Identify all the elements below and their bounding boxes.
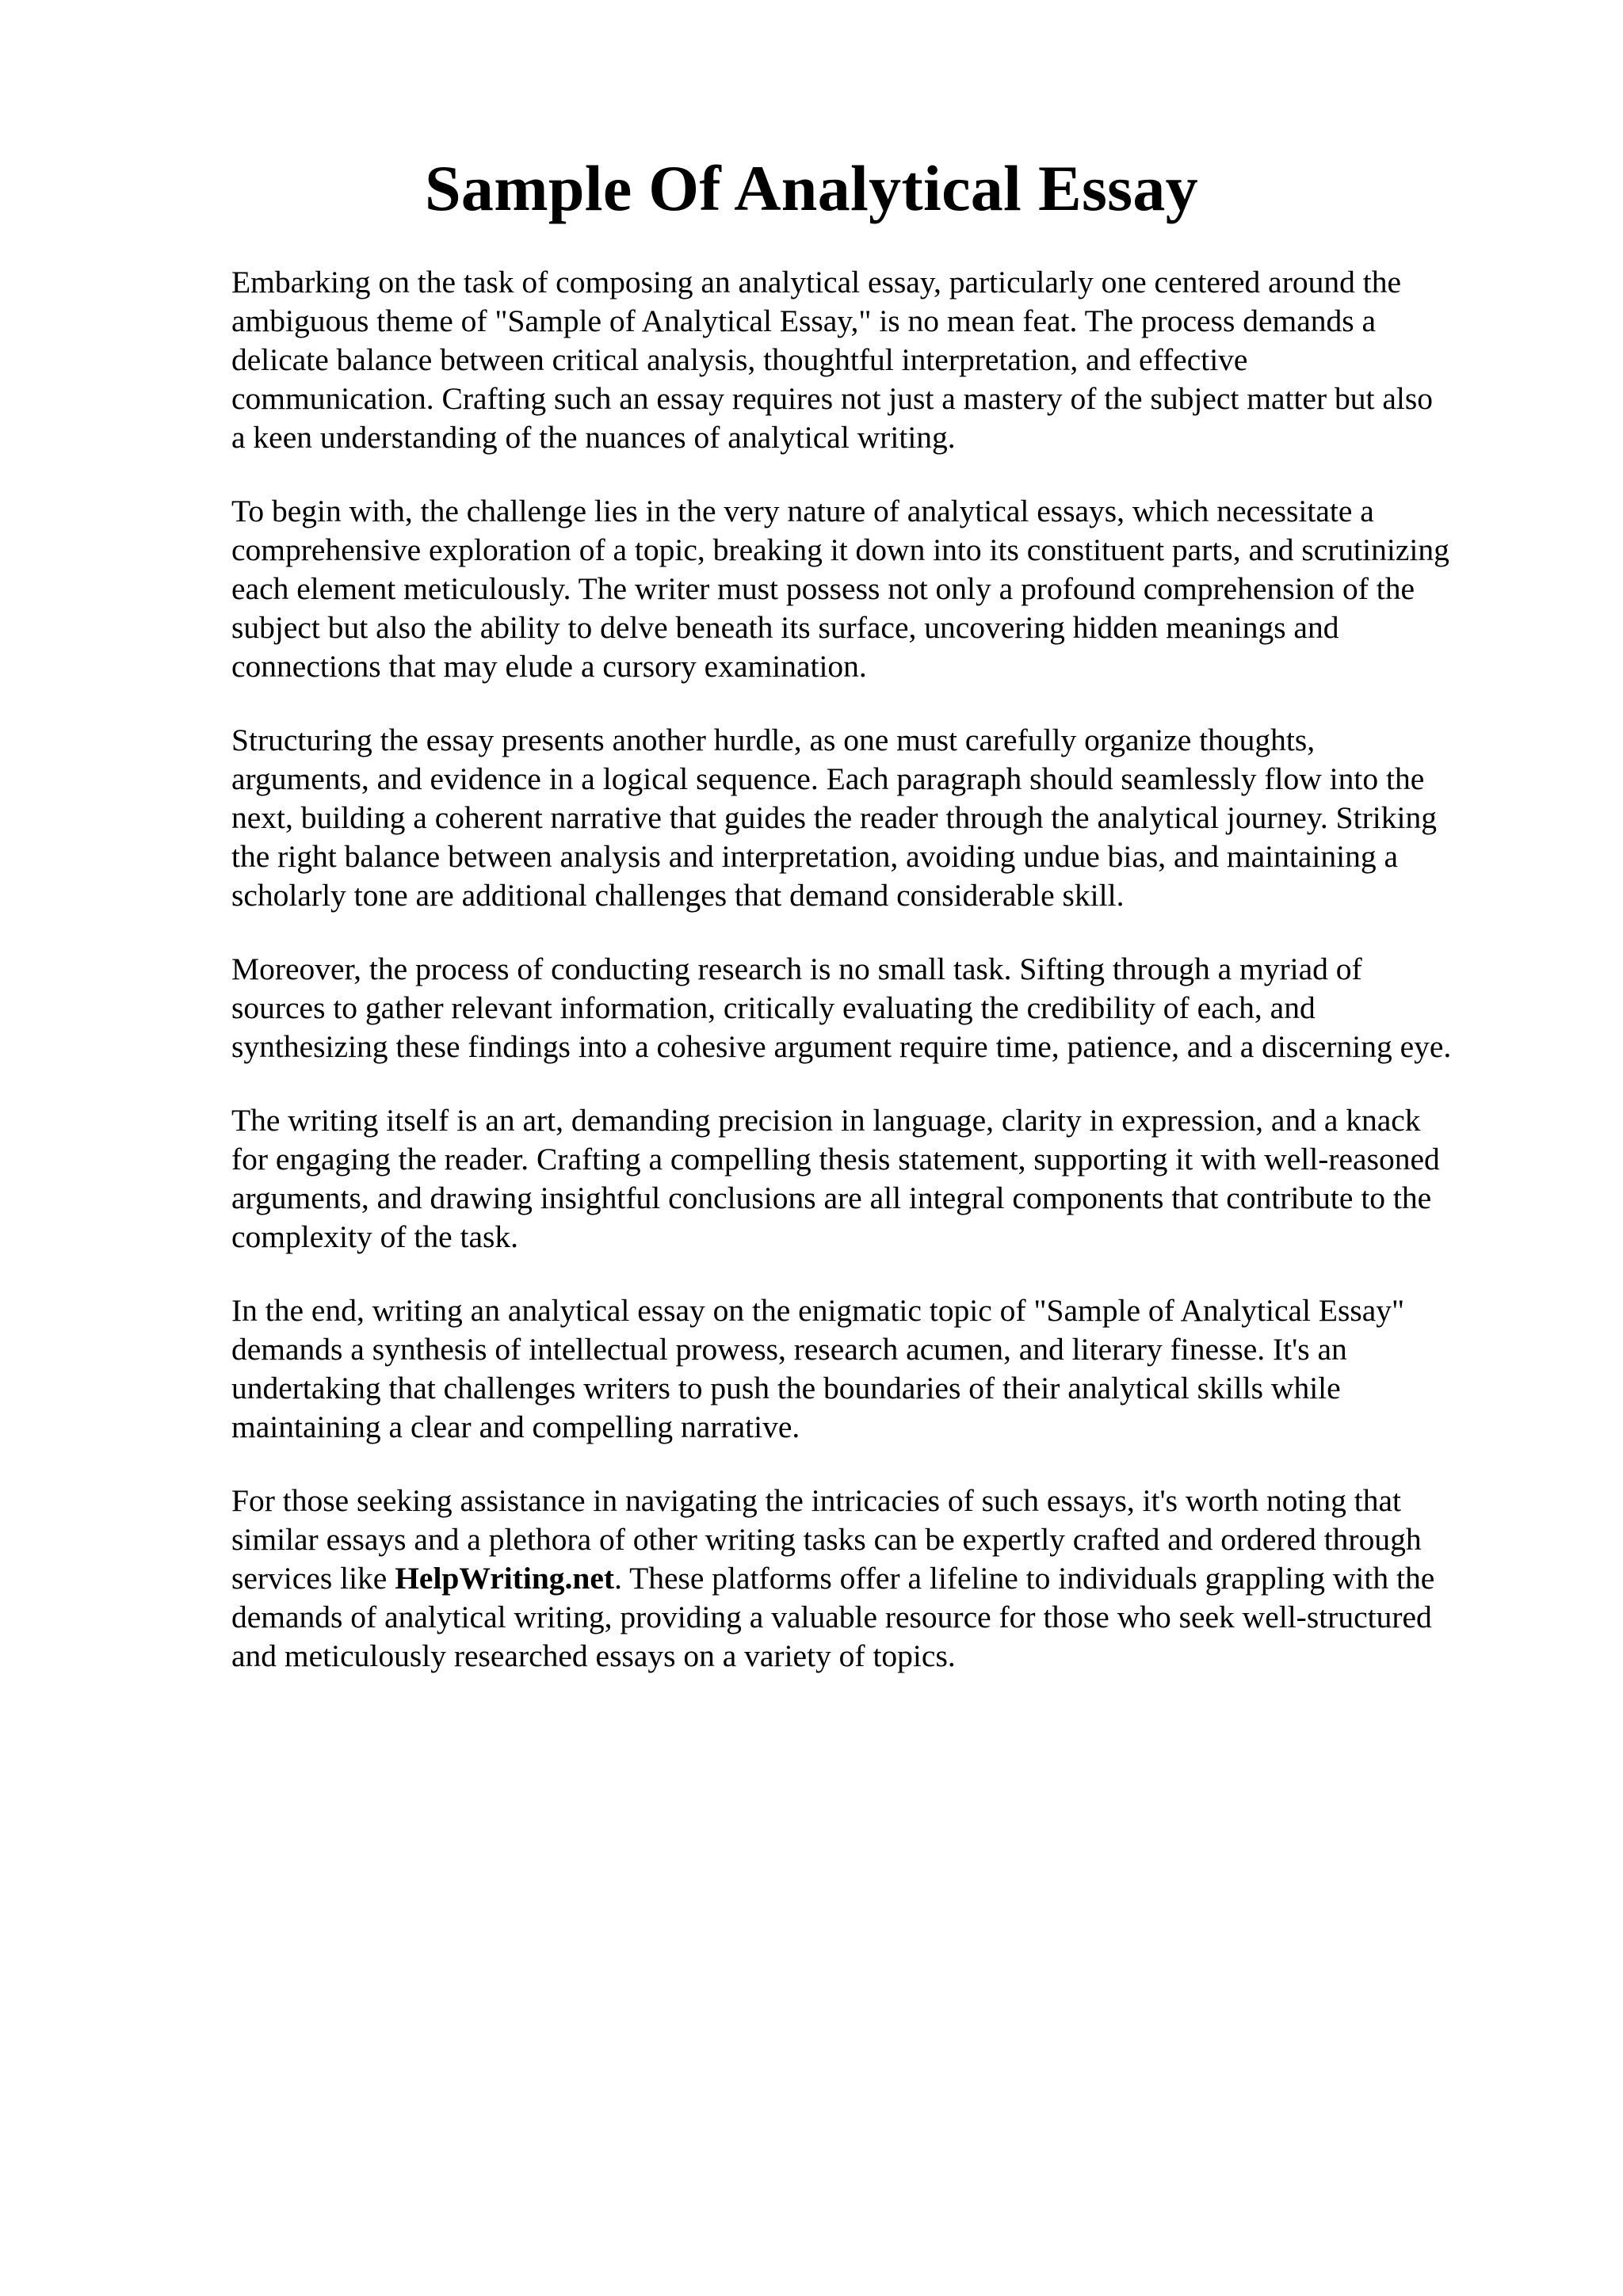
text-line: For those seeking assistance in navigating the intricacies of such essays, it's worth noting that	[231, 1483, 1402, 1518]
paragraph-3	[231, 721, 1507, 915]
text-line: and meticulously researched essays on a variety of topics.	[231, 1638, 956, 1673]
text-line: demands of analytical writing, providing a valuable resource for those who seek well-structured	[231, 1600, 1432, 1634]
text-line: To begin with, the challenge lies in the very nature of analytical essays, which necessitate a	[231, 494, 1374, 528]
text-line: a keen understanding of the nuances of analytical writing.	[231, 420, 956, 455]
page-title: Sample Of Analytical Essay	[425, 152, 1198, 224]
text-line: Moreover, the process of conducting research is no small task. Sifting through a myriad of	[231, 952, 1362, 986]
text-line: Embarking on the task of composing an analytical essay, particularly one centered around the	[231, 265, 1401, 299]
text-fragment: services like	[231, 1561, 395, 1596]
paragraph-5	[231, 1101, 1507, 1257]
text-line: undertaking that challenges writers to push the boundaries of their analytical skills while	[231, 1371, 1341, 1405]
text-line: complexity of the task.	[231, 1219, 518, 1254]
text-line: for engaging the reader. Crafting a compelling thesis statement, supporting it with well-reasoned	[231, 1142, 1440, 1177]
paragraph-2	[231, 492, 1507, 686]
text-line: subject but also the ability to delve beneath its surface, uncovering hidden meanings and	[231, 610, 1339, 645]
text-line: connections that may elude a cursory examination.	[231, 649, 867, 684]
paragraph-1	[231, 263, 1507, 457]
text-line: arguments, and drawing insightful conclusions are all integral components that contribute to the	[231, 1180, 1432, 1215]
text-fragment: . These platforms offer a lifeline to individuals grappling with the	[614, 1561, 1435, 1596]
text-line: demands a synthesis of intellectual prowess, research acumen, and literary finesse. It's an	[231, 1332, 1347, 1367]
text-line: communication. Crafting such an essay requires not just a mastery of the subject matter but also	[231, 381, 1433, 416]
text-line: scholarly tone are additional challenges that demand considerable skill.	[231, 878, 1125, 913]
text-line: In the end, writing an analytical essay on the enigmatic topic of "Sample of Analytical Essay"	[231, 1293, 1405, 1328]
text-line: the right balance between analysis and interpretation, avoiding undue bias, and maintaining a	[231, 839, 1399, 874]
text-line: ambiguous theme of "Sample of Analytical Essay," is no mean feat. The process demands a	[231, 303, 1377, 338]
essay-body	[231, 263, 1507, 1711]
text-line: similar essays and a plethora of other writing tasks can be expertly crafted and ordered through	[231, 1522, 1422, 1557]
paragraph-7	[231, 1482, 1507, 1676]
brand-link[interactable]: HelpWriting.net	[395, 1561, 615, 1596]
text-line: sources to gather relevant information, critically evaluating the credibility of each, and	[231, 990, 1316, 1025]
text-line: synthesizing these findings into a cohesive argument require time, patience, and a discerning eye.	[231, 1029, 1452, 1064]
text-line: Structuring the essay presents another hurdle, as one must carefully organize thoughts,	[231, 723, 1316, 757]
paragraph-6	[231, 1291, 1507, 1447]
text-line: delicate balance between critical analysis, thoughtful interpretation, and effective	[231, 342, 1248, 377]
text-line: The writing itself is an art, demanding precision in language, clarity in expression, and a knack	[231, 1103, 1421, 1138]
paragraph-4	[231, 950, 1507, 1066]
text-line: comprehensive exploration of a topic, breaking it down into its constituent parts, and scrutinizing	[231, 532, 1449, 567]
text-line: maintaining a clear and compelling narrative.	[231, 1409, 800, 1444]
text-line-with-brand	[231, 1559, 1507, 1598]
text-line: each element meticulously. The writer must possess not only a profound comprehension of the	[231, 571, 1415, 606]
text-line: next, building a coherent narrative that guides the reader through the analytical journey. Striking	[231, 800, 1437, 835]
text-line: arguments, and evidence in a logical sequence. Each paragraph should seamlessly flow into the	[231, 761, 1425, 796]
